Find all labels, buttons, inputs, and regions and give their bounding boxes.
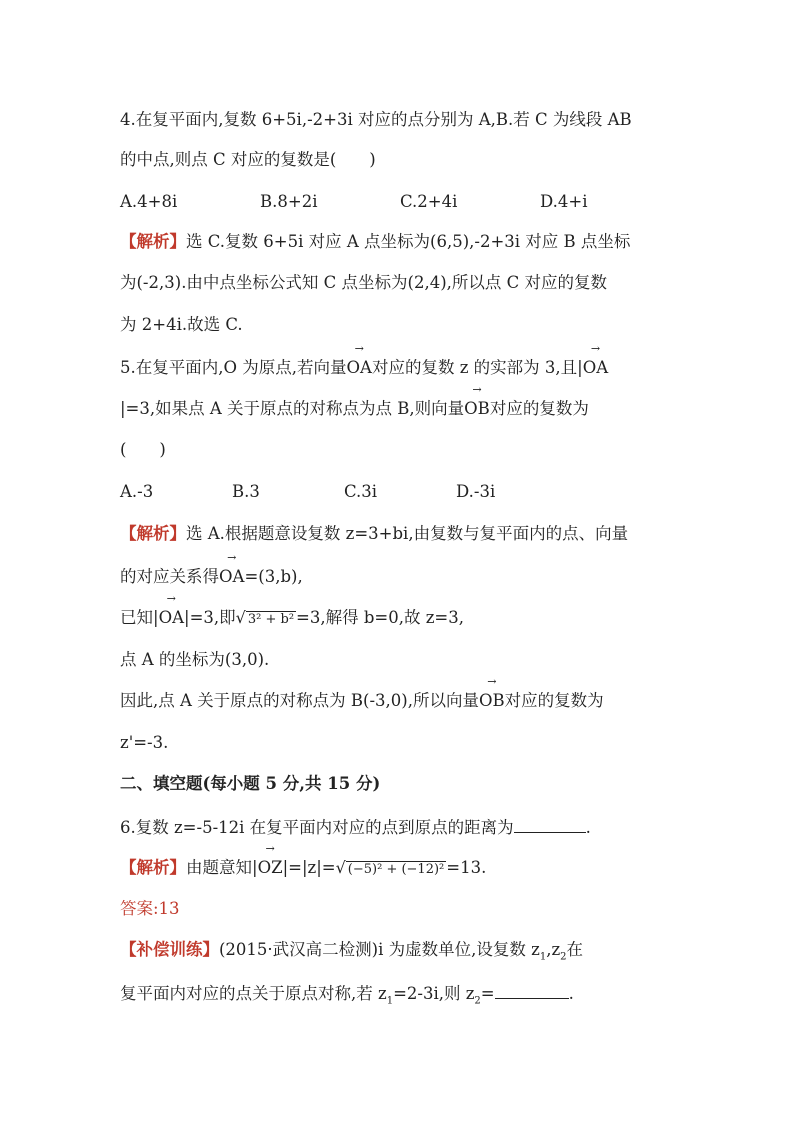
vector-oa: → OA xyxy=(583,356,608,380)
q4-line1: 4.在复平面内,复数 6+5i,-2+3i 对应的点分别为 A,B.若 C 为线段 AB xyxy=(120,110,632,129)
q5-solution-line3: 已知|→ OA|=3,即√ 3² + b² =3,解得 b=0,故 z=3, xyxy=(120,606,464,630)
q5-solution-line1: 【解析】选 A.根据题意设复数 z=3+bi,由复数与复平面内的点、向量 xyxy=(120,524,629,543)
q5-option-d: D.-3i xyxy=(456,482,496,501)
extra-line2: 复平面内对应的点关于原点对称,若 $z_1=2-3i$,则 $z_2=$ . xyxy=(120,980,574,1013)
extra-tag: 【补偿训练】 xyxy=(120,940,219,959)
q5-option-c: C.3i xyxy=(344,482,378,501)
sqrt-symbol: √ xyxy=(235,608,246,627)
solution-tag: 【解析】 xyxy=(120,232,186,251)
q4-option-a: A.4+8i xyxy=(120,192,178,211)
vector-oa: → OA xyxy=(219,565,244,589)
q5-option-a: A.-3 xyxy=(120,482,154,501)
q4-solution-line3: 为 2+4i.故选 C. xyxy=(120,315,243,334)
extra-line1: 【补偿训练】(2015·武汉高二检测)i 为虚数单位,设复数 $z_1,z_2$在 xyxy=(120,940,584,963)
q5-solution-line6: z'=-3. xyxy=(120,733,169,752)
solution-tag: 【解析】 xyxy=(120,858,186,877)
solution-tag: 【解析】 xyxy=(120,524,186,543)
q4-option-b: B.8+2i xyxy=(260,192,318,211)
q4-option-d: D.4+i xyxy=(540,192,588,211)
q6-solution: 【解析】由题意知|→ OZ|=|z|=√ (−5)² + (−12)² =13. xyxy=(120,856,486,880)
sqrt-expression: (−5)² + (−12)² xyxy=(347,862,445,877)
vector-ob: → OB xyxy=(464,397,490,421)
q5-solution-line4: 点 A 的坐标为(3,0). xyxy=(120,650,270,669)
answer-blank xyxy=(514,814,586,833)
q4-solution-line2: 为(-2,3).由中点坐标公式知 C 点坐标为(2,4),所以点 C 对应的复数 xyxy=(120,273,608,292)
q6-answer: 答案:13 xyxy=(120,899,180,918)
sqrt-expression: 3² + b² xyxy=(247,612,295,627)
q5-line3: ( ) xyxy=(120,440,166,459)
section-title: 二、填空题(每小题 5 分,共 15 分) xyxy=(120,774,381,793)
vector-oa: → OA xyxy=(159,606,184,630)
q5-solution-line2: 的对应关系得→ OA=(3,b), xyxy=(120,565,303,589)
answer-blank xyxy=(495,980,569,999)
vector-oa: → OA xyxy=(347,356,372,380)
q6-line1: 6.复数 z=-5-12i 在复平面内对应的点到原点的距离为 . xyxy=(120,814,591,840)
sqrt-symbol: √ xyxy=(335,858,346,877)
q5-solution-line5: 因此,点 A 关于原点的对称点为 B(-3,0),所以向量→ OB对应的复数为 xyxy=(120,689,604,713)
vector-ob: → OB xyxy=(479,689,505,713)
q4-option-c: C.2+4i xyxy=(400,192,458,211)
q5-line2: |=3,如果点 A 关于原点的对称点为点 B,则向量→ OB对应的复数为 xyxy=(120,397,589,421)
q5-line1: 5.在复平面内,O 为原点,若向量→ OA对应的复数 z 的实部为 3,且|→ OA xyxy=(120,356,608,380)
vector-oz: → OZ xyxy=(258,856,283,880)
q4-line2: 的中点,则点 C 对应的复数是( ) xyxy=(120,150,376,169)
q5-option-b: B.3 xyxy=(232,482,260,501)
q4-solution-line1: 【解析】选 C.复数 6+5i 对应 A 点坐标为(6,5),-2+3i 对应 B 点坐标 xyxy=(120,232,631,251)
